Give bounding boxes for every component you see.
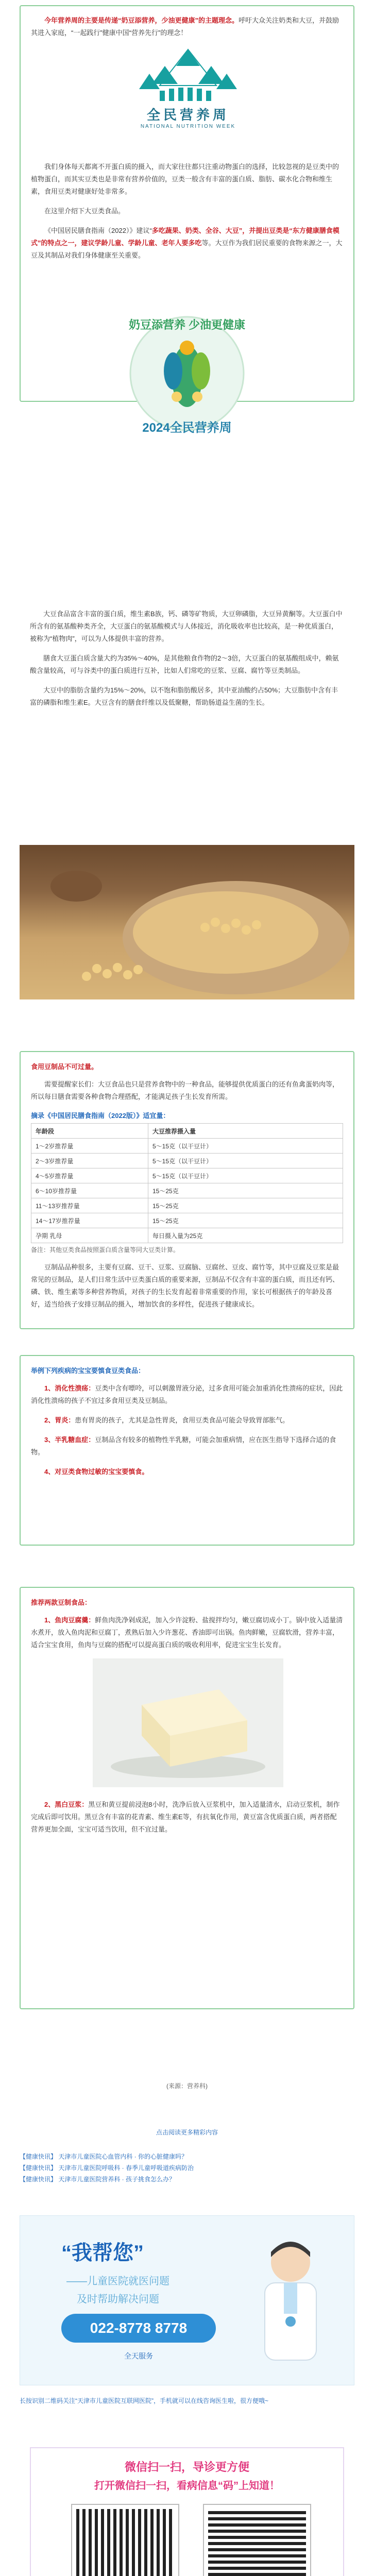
caution-item-title: 1、消化性溃疡： [44,1384,95,1392]
mountain-logo-icon [129,45,247,102]
caution-list [31,1382,343,1478]
intake-age-cell: 6～10岁推荐量 [31,1183,148,1198]
caution-item-text: 豆制品含有较多的植物性半乳糖，可能会加重病情，应在医生指导下选择合适的食物。 [31,1436,336,1456]
recipe-1-title: 1、鱼肉豆腐羹： [44,1616,95,1624]
intake-age-cell: 14～17岁推荐量 [31,1213,148,1228]
guideline-pre: 《中国居民膳食指南（2022）》建议“ [44,227,152,234]
box-caution-title: 举例下列疾病的宝宝要慎食豆类食品： [31,1367,145,1375]
hotline-sub2: 及时帮助解决问题 [77,2294,159,2305]
box-intake-p2: 豆制品品种很多，主要有豆腐、豆干、豆浆、豆腐脑、豆腐丝、豆皮、腐竹等，其中豆腐及豆浆是最常见的豆制品，是人们日常生活中豆类蛋白质的重要来源，豆制品不仅含有丰富的蛋白质，而且还有钙、磷、铁、维生素等多种营养物质，对孩子的生长发育起着非常重要的作用，家长可根据孩子的年龄及喜好，适当给孩子安排豆制品的摄入，增加饮食的多样性，促进孩子健康成长。 [31,1263,339,1308]
intake-table-row [31,1213,343,1228]
intake-table-row [31,1228,343,1243]
intake-amount-cell: 15～25克 [148,1213,343,1228]
intake-amount-cell: 5～15克（以干豆计） [148,1139,343,1154]
recipe-1 [31,1614,343,1651]
para-soy-fat: 大豆中的脂肪含量约为15%～20%，以不饱和脂肪酸居多，其中亚油酸约占50%；大豆脂肪中含有丰富的磷脂和维生素E。大豆含有的膳食纤维以及低聚糖，帮助肠道益生菌的生长。 [30,686,338,706]
qr-title-1: 微信扫一扫，导诊更方便 [124,2461,249,2473]
intake-table-row [31,1183,343,1198]
para-protein: 我们身体每天都离不开蛋白质的摄入，而大家往往都只注重动物蛋白的选择，比较忽视的是豆类中的植物蛋白，而其实豆类也是非常有营养价值的，豆类一般含有丰富的蛋白质、脂肪、碳水化合物和维生素，食用豆类对健康好处非常多。 [31,163,339,195]
nutrition-week-badge [112,299,262,448]
recipe-2-title: 2、黑白豆浆： [44,1801,89,1808]
para-soy-protein: 膳食大豆蛋白质含量大约为35%～40%，是其他粮食作物的2～3倍，大豆蛋白的氨基酸组成中，赖氨酸含量较高，可与谷类中的蛋白质进行互补，比如人们常吃的豆浆、豆腐、腐竹等豆类制品。 [30,654,339,674]
read-more-label: 点击阅读更多精彩内容 [156,2129,218,2136]
box-recipes [20,1587,354,2009]
intake-age-cell: 4～5岁推荐量 [31,1168,148,1183]
intake-table-title: 摘录《中国居民膳食指南（2022版）》适宜量： [31,1112,170,1120]
tofu-block-icon [93,1658,283,1787]
intake-amount-cell: 5～15克（以干豆计） [148,1154,343,1168]
intake-amount-cell: 15～25克 [148,1198,343,1213]
caution-item-text: 患有胃炎的孩子，尤其是急性胃炎，食用豆类食品可能会导致胃部胀气。 [75,1416,290,1424]
caution-item-title: 2、胃炎： [44,1416,75,1424]
doctor-illustration-icon [242,2231,339,2370]
intake-table-note: 备注：其他豆类食品按照蛋白质含量等同大豆类计算。 [31,1246,180,1253]
para-soy-intro: 在这里介绍下大豆类食品。 [44,207,125,215]
hotline-title: “我帮您” [61,2242,144,2264]
hotline-banner [20,2215,354,2385]
intro-paragraph [31,14,343,39]
notice-text: 长按识别二维码关注“天津市儿童医院互联网医院”，手机就可以在线咨询医生啦，很方便哦~ [20,2397,269,2404]
caution-item-title: 3、半乳糖血症： [44,1436,95,1444]
box-recipes-title: 推荐两款豆制食品： [31,1599,92,1606]
caution-item-text: 豆类中含有嘌呤，可以刺激胃液分泌，过多食用可能会加重消化性溃疡的症状，因此消化性溃疡的孩子不宜过多食用豆类及豆制品。 [31,1384,343,1404]
intro-rest: 呼吁大众关注奶类和大豆，并鼓励其进入家庭，“一起践行”健康中国“营养先行”的理念！ [31,16,339,37]
qr-title-2: 打开微信扫一扫，看病信息“码”上知道！ [94,2480,280,2492]
intake-table-header [31,1124,343,1139]
soybean-photo [20,845,354,999]
related-link[interactable]: 【健康快讯】 天津市儿童医院营养科 · 孩子挑食怎么办？ [20,2176,176,2183]
box-intake-p1: 需要提醒家长们：大豆食品也只是营养食物中的一种食品，能够提供优质蛋白的还有鱼禽蛋奶肉等，所以每日膳食需要各种食物合理搭配，才能满足孩子生长发育所需。 [31,1080,339,1100]
tofu-photo [93,1658,283,1787]
intake-age-cell: 11～13岁推荐量 [31,1198,148,1213]
related-links [20,2151,354,2185]
qr-weibo[interactable] [72,2505,178,2576]
qr-online[interactable] [204,2505,310,2576]
badge-bottom-text: 2024全民营养周 [142,421,232,435]
intake-age-cell: 年龄段 [31,1124,148,1139]
source-credit: (来源：营养科) [166,2082,208,2090]
logo-cn-text: 全民营养周 [146,108,229,123]
caution-item [31,1382,343,1407]
badge-top-text: 奶豆添营养 少油更健康 [128,318,246,331]
intake-age-cell: 1～2岁推荐量 [31,1139,148,1154]
related-link[interactable]: 【健康快讯】 天津市儿童医院心血管内科 · 你的心脏健康吗？ [20,2153,188,2160]
caution-item [31,1434,343,1459]
recipe-2 [31,1799,343,1836]
box-caution [20,1355,354,1546]
guideline-hl: 多吃蔬果、奶类、全谷、大豆”，并提出豆类是“东方健康膳食模式”的特点之一，建议学龄儿童、学龄儿童、老年人要多吃 [31,227,339,247]
intake-age-cell: 孕期 乳母 [31,1228,148,1243]
caution-item [31,1414,343,1427]
caution-item-title: 4、对豆类食物过敏的宝宝要慎食。 [44,1468,149,1476]
qr-section [30,2447,344,2576]
hotline-sub1: ——儿童医院就医问题 [66,2276,169,2287]
intake-amount-cell: 15～25克 [148,1183,343,1198]
para-guideline [31,225,343,262]
intake-age-cell: 2～3岁推荐量 [31,1154,148,1168]
hotline-phone[interactable]: 022-8778 8778 [61,2314,216,2343]
intake-table-row [31,1139,343,1154]
caution-item [31,1466,343,1478]
guideline-post: 等。大豆作为我们居民重要的食物来源之一，大豆及其制品对我们身体健康至关重要。 [31,239,343,259]
hotline-cta: 全天服务 [124,2352,153,2360]
recipe-1-text: 鲜鱼肉洗净剁成泥，加入少许淀粉、盐搅拌均匀，嫩豆腐切成小丁。锅中放入适量清水煮开，放入鱼肉泥和豆腐丁，煮熟后加入少许葱花、香油即可出锅。鱼肉鲜嫩，豆腐软滑，营养丰富，适合宝宝食用，鱼肉与豆腐的搭配可以提高蛋白质的吸收利用率，促进宝宝生长发育。 [31,1616,343,1649]
related-link[interactable]: 【健康快讯】 天津市儿童医院呼吸科 · 春季儿童呼吸道疾病防治 [20,2164,194,2172]
intake-table [31,1123,343,1243]
nutrition-week-logo [129,45,247,128]
logo-en-text: NATIONAL NUTRITION WEEK [140,124,236,129]
intake-amount-cell: 5～15克（以干豆计） [148,1168,343,1183]
para-soy-nutrients: 大豆食品富含丰富的蛋白质，维生素B族，钙、磷等矿物质，大豆卵磷脂，大豆异黄酮等。大豆蛋白中所含有的氨基酸种类齐全，大豆蛋白的氨基酸模式与人体接近，消化吸收率也比较高，是一种优质蛋白，被称为“植物肉”，可以为人体提供丰富的营养。 [30,610,343,642]
intro-lead: 今年营养周的主要是传递“奶豆添营养，少油更健康”的主题理念。 [44,16,239,24]
soy-section [30,608,344,716]
box-intake [20,1051,354,1329]
intake-amount-cell: 每日摄入量为25克 [148,1228,343,1243]
intake-amount-cell: 大豆推荐摄入量 [148,1124,343,1139]
intake-table-row [31,1198,343,1213]
intake-table-row [31,1154,343,1168]
soybean-sack-icon [20,845,354,999]
box-intake-title: 食用豆制品不可过量。 [31,1063,98,1071]
recipe-2-text: 黑豆和黄豆提前浸泡8小时，洗净后放入豆浆机中，加入适量清水，启动豆浆机，制作完成后即可饮用。黑豆含有丰富的花青素、维生素E等，有抗氧化作用，黄豆富含优质蛋白质，两者搭配营养更加全面，宝宝可适当饮用，但不宜过量。 [31,1801,340,1833]
intake-table-row [31,1168,343,1183]
